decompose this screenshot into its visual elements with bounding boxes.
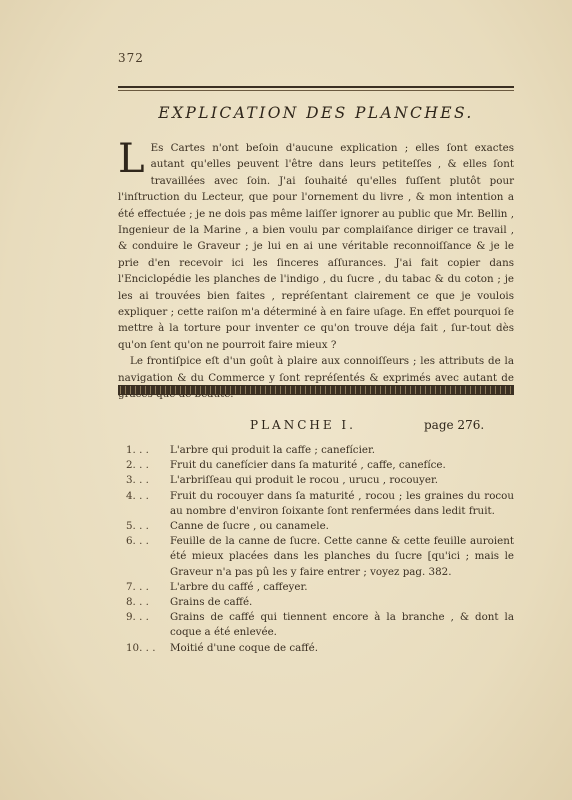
item-number: 8. . . (126, 596, 149, 609)
page-title: EXPLICATION DES PLANCHES. (158, 104, 474, 122)
list-item (126, 443, 514, 458)
item-number: 4. . . (126, 489, 149, 502)
item-text: Moitié d'une coque de caffé. (170, 641, 318, 654)
list-item (126, 534, 514, 580)
item-text: L'arbre du caffé , caffeyer. (170, 580, 308, 593)
item-text: Grains de caffé. (170, 596, 253, 609)
intro-paragraph-1: Es Cartes n'ont beſoin d'aucune explication ; elles ſont exactes autant qu'elles peuvent l'être dans leurs petiteſſes , & elles ſont travaillées avec ſoin. J'ai ſouhaité qu'elles fuſſent plutôt pour l'inſtruction du Lecteur, que pour l'ornement du livre , & mon intention a été effectuée ; je ne dois pas même laiſſer ignorer au public que Mr. Bellin , Ingenieur de la Marine , a bien voulu par complaiſance diriger ce travail , & conduire le Graveur ; je lui en ai une véritable reconnoiſſance & je le prie d'en recevoir ici les ſinceres aſſurances. J'ai fait copier dans l'Enciclopédie les planches de l'indigo , du ſucre , du tabac & du coton ; je les ai trouvées bien faites , repréſentant clairement ce que je voulois expliquer ; cette raiſon m'a déterminé à en faire uſage. En effet pourquoi ſe mettre à la torture pour inventer ce qu'on trouve déja fait , ſur-tout dès qu'on ſent qu'on ne pourroit faire mieux ? (118, 142, 514, 351)
list-item (126, 458, 514, 473)
item-text: Canne de ſucre , ou canamele. (170, 520, 329, 533)
item-number: 1. . . (126, 444, 149, 456)
planche-heading: PLANCHE I. (250, 418, 356, 432)
list-item (126, 473, 514, 488)
list-item (126, 580, 514, 595)
item-number: 3. . . (126, 474, 149, 487)
item-text: L'arbre qui produit la caffe ; canefícier. (170, 444, 376, 456)
item-text: Fruit du rocouyer dans ſa maturité , rocou ; les graines du rocou au nombre d'environ ſoixante ſont renfermées dans ledit fruit. (170, 489, 514, 517)
item-number: 2. . . (126, 459, 149, 472)
intro-text (118, 136, 514, 403)
list-item (126, 610, 514, 640)
list-item (126, 519, 514, 534)
intro-paragraph-2: Le frontiſpice eſt d'un goût à plaire aux connoiſſeurs ; les attributs de la navigation & du Commerce y ſont repréſentés & exprimés avec autant de (118, 355, 514, 384)
item-number: 6. . . (126, 535, 149, 548)
item-number: 5. . . (126, 520, 149, 533)
item-number: 7. . . (126, 580, 149, 593)
item-text: Grains de caffé qui tiennent encore à la branche , & dont la coque a été enlevée. (170, 611, 514, 639)
item-text: Feuille de la canne de ſucre. Cette canne & cette feuille auroient été mieux placées dans les planches du ſucre [qu'ici ; mais le Graveur n'a pas pû les y faire entrer ; voyez pag. 382. (170, 535, 514, 578)
header-rule (118, 86, 514, 88)
page-number: 372 (118, 51, 144, 65)
drop-cap: L (118, 136, 145, 182)
planche-page-ref: page 276. (424, 418, 485, 432)
ornamental-band (118, 385, 514, 395)
item-text: Fruit du canefícier dans ſa maturité , caffe, canefíce. (170, 459, 446, 472)
item-text: L'arbriſſeau qui produit le rocou , urucu , rocouyer. (170, 474, 439, 487)
list-item (126, 641, 514, 656)
list-item (126, 595, 514, 610)
item-number: 9. . . (126, 611, 149, 624)
header-rule-thin (118, 90, 514, 91)
plate-items-list (126, 443, 514, 656)
item-number: 10. . . (126, 641, 156, 654)
list-item (126, 489, 514, 519)
